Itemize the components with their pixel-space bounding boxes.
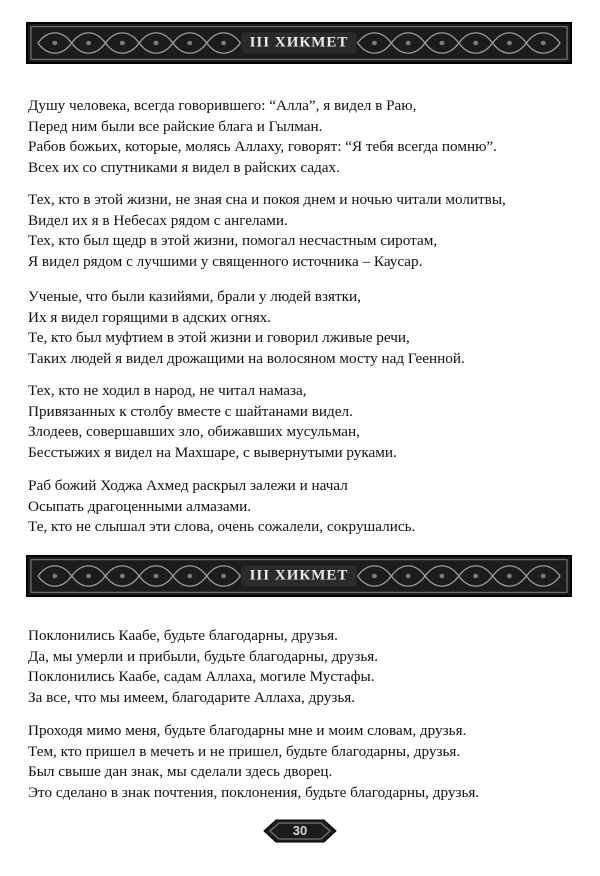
verse-line: Тех, кто не ходил в народ, не читал намаза, <box>28 382 307 399</box>
verse-line: Бесстыжих я видел на Махшаре, с вывернутыми руками. <box>28 443 397 461</box>
verse-line: Их я видел горящими в адских огнях. <box>28 308 272 326</box>
verse-line: Таких людей я видел дрожащими на волосяном мосту над Геенной. <box>28 349 465 367</box>
verse-line: Тех, кто в этой жизни, не зная сна и покоя днем и ночью читали молитвы, <box>28 191 506 208</box>
verse-line: Душу человека, всегда говорившего: “Алла”, я видел в Раю, <box>28 97 417 114</box>
verse-line: Раб божий Ходжа Ахмед раскрыл залежи и начал <box>28 477 348 494</box>
verse-line: Осыпать драгоценными алмазами. <box>28 497 252 515</box>
verse-line: За все, что мы имеем, благодарите Аллаха, друзья. <box>28 688 356 706</box>
section-title: III ХИКМЕТ <box>242 33 357 54</box>
verse-line: Привязанных к столбу вместе с шайтанами видел. <box>28 402 353 420</box>
page-number <box>262 818 338 844</box>
verse-line: Злодеев, совершавших зло, обижавших мусульман, <box>28 423 360 440</box>
verse-line: Это сделано в знак почтения, поклонения, будьте благодарны, друзья. <box>28 783 480 801</box>
section-banner <box>26 22 572 64</box>
section-title: III ХИКМЕТ <box>242 566 357 587</box>
verse-line: Проходя мимо меня, будьте благодарны мне и моим словам, друзья. <box>28 722 467 739</box>
verse-line: Тех, кто был щедр в этой жизни, помогал несчастным сиротам, <box>28 232 438 249</box>
verse-line: Поклонились Каабе, будьте благодарны, друзья. <box>28 627 338 644</box>
verse-line: Тем, кто пришел в мечеть и не пришел, будьте благодарны, друзья. <box>28 742 461 760</box>
verse-line: Поклонились Каабе, садам Аллаха, могиле Мустафы. <box>28 668 375 685</box>
verse-line: Перед ним были все райские блага и Гылман. <box>28 117 323 135</box>
section-banner <box>26 555 572 597</box>
verse-line: Я видел рядом с лучшими у священного источника – Каусар. <box>28 252 423 270</box>
stanza <box>28 287 588 369</box>
verse-line: Всех их со спутниками я видел в райских садах. <box>28 158 340 176</box>
stanza <box>28 626 588 708</box>
stanza <box>28 476 588 538</box>
verse-line: Да, мы умерли и прибыли, будьте благодарны, друзья. <box>28 647 379 665</box>
verse-line: Ученые, что были казийями, брали у людей взятки, <box>28 288 361 305</box>
stanza <box>28 381 588 463</box>
verse-line: Видел их я в Небесах рядом с ангелами. <box>28 211 288 229</box>
verse-line: Те, кто не слышал эти слова, очень сожалели, сокрушались. <box>28 518 416 535</box>
stanza <box>28 721 588 803</box>
verse-line: Те, кто был муфтием в этой жизни и говорил лживые речи, <box>28 329 410 346</box>
page-number-text: 30 <box>292 823 308 838</box>
stanza <box>28 190 588 272</box>
verse-line: Был свыше дан знак, мы сделали здесь дворец. <box>28 763 333 780</box>
stanza <box>28 96 588 178</box>
verse-line: Рабов божьих, которые, молясь Аллаху, говорят: “Я тебя всегда помню”. <box>28 138 497 155</box>
